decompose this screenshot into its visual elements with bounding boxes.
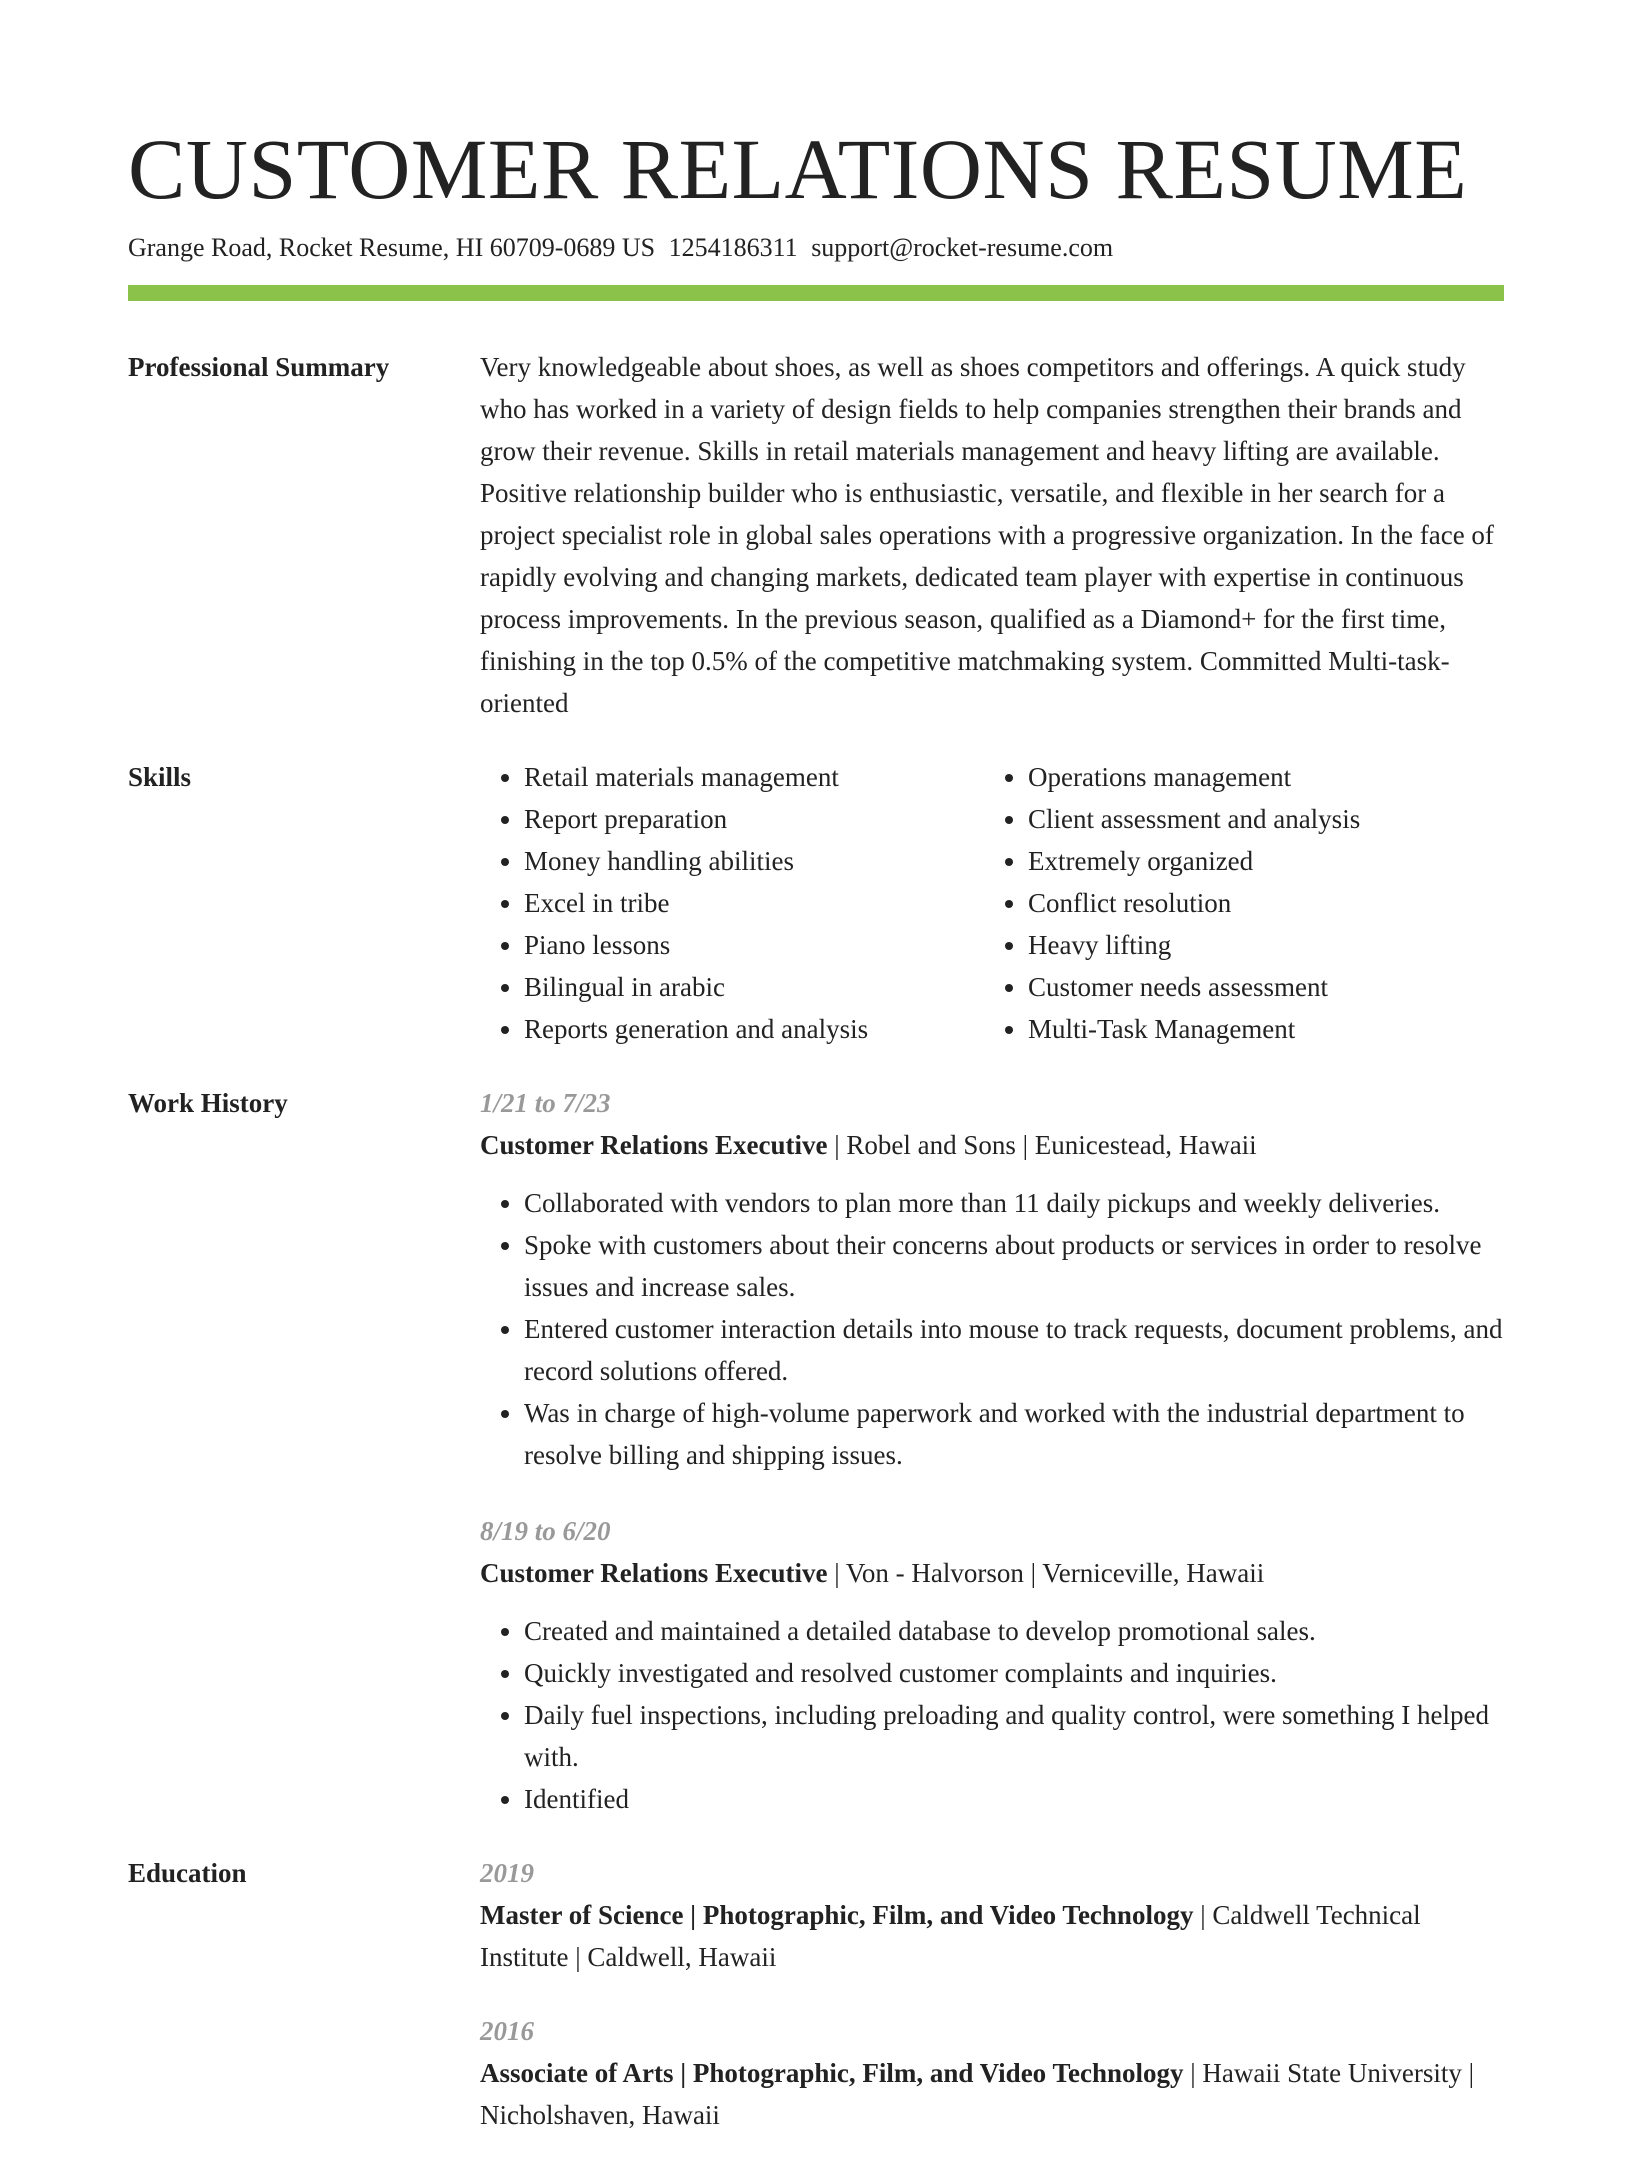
resume-title: CUSTOMER RELATIONS RESUME [128,121,1468,217]
summary-content [480,346,1504,724]
job-employer-location: | Robel and Sons | Eunicestead, Hawaii [827,1130,1257,1160]
skill-item: • Report preparation [524,798,984,840]
job-bullet: • Collaborated with vendors to plan more than 11 daily pickups and weekly deliveries. [524,1182,1504,1224]
job-employer-location: | Von - Halvorson | Verniceville, Hawaii [827,1558,1265,1588]
skills-heading: Skills [128,762,192,792]
education-year: 2016 [480,2016,534,2046]
job-entry [480,1510,1504,1820]
job-bullet: • Was in charge of high-volume paperwork and worked with the industrial department to resolve billing and shipping issues. [524,1392,1504,1476]
job-bullet: • Identified [524,1778,1504,1820]
job-title: Customer Relations Executive [480,1558,828,1588]
header-divider [128,285,1504,301]
education-heading-line [480,1894,1504,1978]
education-heading: Education [128,1858,247,1888]
summary-text: Very knowledgeable about shoes, as well as shoes competitors and offerings. A quick study who has worked in a variety of design fields to help companies strengthen their brands and grow their revenue. Skills in retail materials management and heavy lifting are available. Positive relationship builder who is enthusiastic, versatile, and flexible in her search for a project specialist role in global sales operations with a progressive organization. In the face of rapidly evolving and changing markets, dedicated team player with expertise in continuous process improvements. In the previous season, qualified as a Diamond+ for the first time, finishing in the top 0.5% of the competitive matchmaking system. Committed Multi-task-oriented [480,352,1494,718]
job-bullet: • Quickly investigated and resolved customer complaints and inquiries. [524,1652,1504,1694]
skill-item: • Multi-Task Management [1028,1008,1488,1050]
job-bullet: • Spoke with customers about their concerns about products or services in order to resolve issues and increase sales. [524,1224,1504,1308]
summary-heading: Professional Summary [128,352,390,382]
school-location: | Caldwell Technical Institute | Caldwell, Hawaii [480,1900,1421,1972]
job-bullets [480,1182,1504,1476]
degree-title: Associate of Arts | Photographic, Film, and Video Technology [480,2058,1184,2088]
education-content [480,1852,1504,2168]
contact-address: Grange Road, Rocket Resume, HI 60709-0689 US [128,233,656,262]
skill-item: • Conflict resolution [1028,882,1488,924]
job-heading [480,1124,1504,1166]
job-bullet: • Daily fuel inspections, including preloading and quality control, were something I helped with. [524,1694,1504,1778]
resume-body [128,346,1504,2168]
contact-email: support@rocket-resume.com [811,233,1114,262]
skills-section [128,756,1504,1050]
job-title: Customer Relations Executive [480,1130,828,1160]
job-entry [480,1082,1504,1476]
degree-title: Master of Science | Photographic, Film, and Video Technology [480,1900,1194,1930]
skill-item: • Excel in tribe [524,882,984,924]
job-bullet: • Created and maintained a detailed database to develop promotional sales. [524,1610,1504,1652]
skill-item: • Client assessment and analysis [1028,798,1488,840]
job-dates: 8/19 to 6/20 [480,1516,611,1546]
contact-line [128,232,1113,263]
skills-content [480,756,1504,1050]
education-year: 2019 [480,1858,534,1888]
education-section [128,1852,1504,2168]
education-entry [480,1852,1504,1978]
education-entry [480,2010,1504,2136]
skill-item: • Operations management [1028,756,1488,798]
contact-phone: 1254186311 [668,233,798,262]
skill-item: • Customer needs assessment [1028,966,1488,1008]
school-location: | Hawaii State University | Nicholshaven, Hawaii [480,2058,1474,2130]
summary-section [128,346,1504,724]
skill-item: • Money handling abilities [524,840,984,882]
skills-list-left [480,756,984,1050]
job-bullets [480,1610,1504,1820]
job-heading [480,1552,1504,1594]
work-history-section [128,1082,1504,1852]
work-history-content [480,1082,1504,1852]
skills-list-right [984,756,1488,1050]
job-bullet: • Entered customer interaction details into mouse to track requests, document problems, and record solutions offered. [524,1308,1504,1392]
education-heading-line [480,2052,1504,2136]
skill-item: • Extremely organized [1028,840,1488,882]
skill-item: • Retail materials management [524,756,984,798]
skill-item: • Heavy lifting [1028,924,1488,966]
work-history-heading: Work History [128,1088,288,1118]
skill-item: • Reports generation and analysis [524,1008,984,1050]
job-dates: 1/21 to 7/23 [480,1088,611,1118]
skill-item: • Bilingual in arabic [524,966,984,1008]
skills-grid [480,756,1504,1050]
skill-item: • Piano lessons [524,924,984,966]
